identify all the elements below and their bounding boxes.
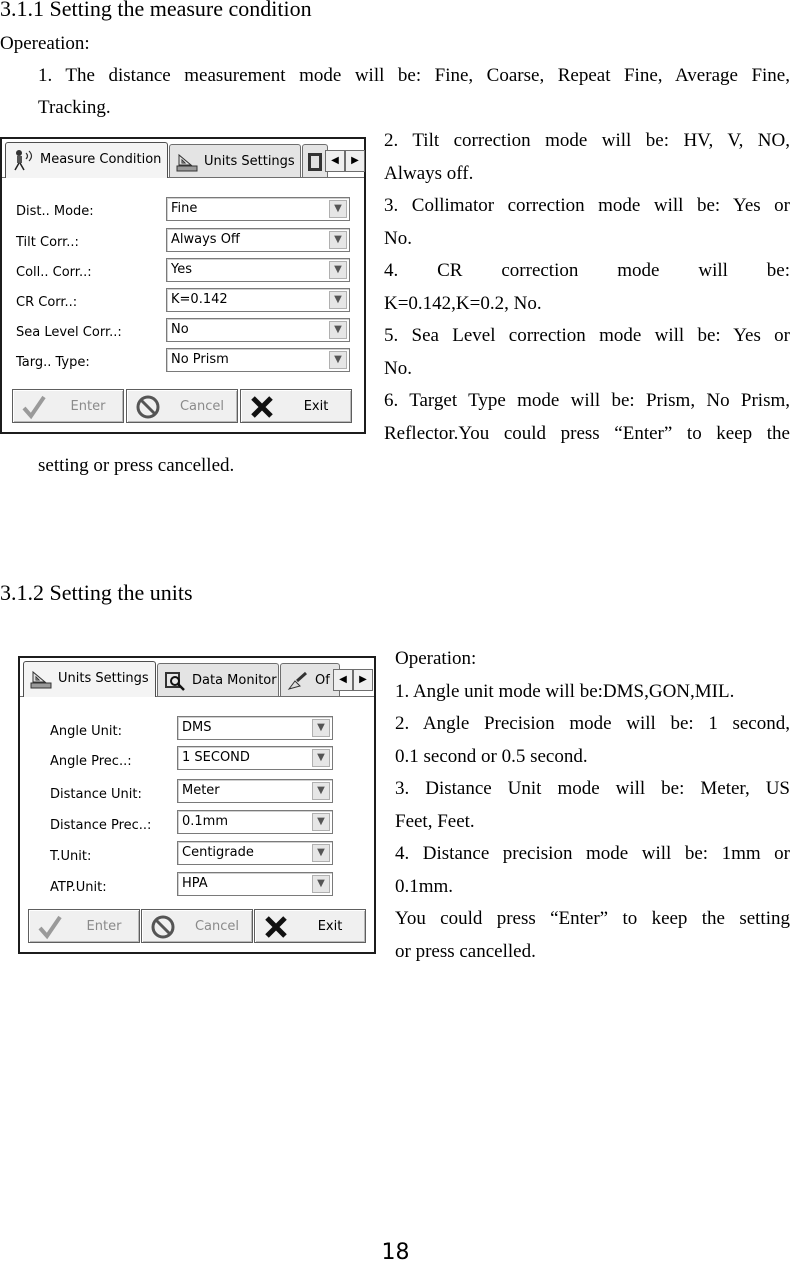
chevron-down-icon[interactable]: ▼ <box>312 875 330 893</box>
tab-units-settings[interactable] <box>169 144 301 178</box>
select-value: Meter <box>182 783 220 798</box>
tilt-corr-select[interactable] <box>166 228 350 252</box>
enter-button[interactable] <box>28 909 140 943</box>
tab-label: Data Monitor <box>192 673 277 688</box>
select-value: K=0.142 <box>171 292 228 307</box>
paragraph-line: 0.1mm. <box>395 875 454 897</box>
chevron-down-icon[interactable]: ▼ <box>312 844 330 862</box>
atp-unit-select[interactable] <box>177 872 333 896</box>
exit-button[interactable] <box>240 389 352 423</box>
scroll-right-button[interactable]: ▶ <box>345 150 365 172</box>
select-value: Yes <box>171 262 192 277</box>
button-label: Enter <box>70 399 106 414</box>
select-value: 1 SECOND <box>182 750 250 765</box>
paragraph-line: No. <box>384 357 412 379</box>
field-label: Tilt Corr..: <box>16 235 79 250</box>
page-number: 18 <box>381 1240 410 1265</box>
select-value: DMS <box>182 720 212 735</box>
select-value: No Prism <box>171 352 229 367</box>
side-text-units <box>395 643 790 968</box>
units-settings-screenshot <box>18 656 376 954</box>
exit-button[interactable] <box>254 909 366 943</box>
distance-unit-select[interactable] <box>177 779 333 803</box>
surveyor-icon <box>11 149 35 171</box>
field-label: Dist.. Mode: <box>16 204 94 219</box>
dist-mode-select[interactable] <box>166 197 350 221</box>
tab-label: Measure Condition <box>40 152 162 167</box>
paragraph-tail: setting or press cancelled. <box>38 455 235 476</box>
chevron-down-icon[interactable]: ▼ <box>312 749 330 767</box>
cancel-button[interactable] <box>126 389 238 423</box>
tab-strip <box>2 139 364 179</box>
close-icon <box>249 394 275 420</box>
field-row-atp-unit <box>20 872 374 902</box>
chevron-down-icon[interactable]: ▼ <box>329 231 347 249</box>
scroll-right-button[interactable]: ▶ <box>353 669 373 691</box>
button-label: Enter <box>86 919 122 934</box>
paragraph-line: 4. CR correction mode will be: <box>384 260 790 281</box>
paragraph-item-1 <box>38 60 790 93</box>
chevron-down-icon[interactable]: ▼ <box>329 200 347 218</box>
paragraph-item-1-cont: Tracking. <box>38 97 111 118</box>
tab-data-monitor[interactable] <box>157 663 279 697</box>
tab-partial[interactable] <box>280 663 340 697</box>
paragraph-line: Always off. <box>384 162 474 184</box>
tab-measure-condition[interactable] <box>5 142 168 178</box>
paragraph-line: Reflector.You could press “Enter” to keep the <box>384 422 790 444</box>
field-label: Targ.. Type: <box>16 355 90 370</box>
field-label: T.Unit: <box>50 849 92 864</box>
field-row-distance-prec <box>20 810 374 840</box>
paragraph-line: 1. The distance measurement mode will be: Fine, Coarse, Repeat Fine, Average Fine, <box>38 65 790 86</box>
field-row-coll-corr <box>2 258 364 288</box>
field-label: CR Corr..: <box>16 295 78 310</box>
tab-label: Units Settings <box>58 671 149 686</box>
field-label: Distance Unit: <box>50 787 142 802</box>
paragraph-line: You could press “Enter” to keep the setting <box>395 908 790 929</box>
paragraph-line: 4. Distance precision mode will be: 1mm or <box>395 843 790 864</box>
chevron-down-icon[interactable]: ▼ <box>329 291 347 309</box>
field-row-dist-mode <box>2 197 364 227</box>
button-label: Cancel <box>179 399 225 414</box>
angle-unit-select[interactable] <box>177 716 333 740</box>
measure-condition-screenshot <box>0 137 366 434</box>
select-value: 0.1mm <box>182 814 229 829</box>
button-label: Exit <box>303 399 329 414</box>
field-row-cr-corr <box>2 288 364 318</box>
select-value: HPA <box>182 876 208 891</box>
field-row-angle-unit <box>20 716 374 746</box>
button-label: Cancel <box>194 919 240 934</box>
field-row-tilt-corr <box>2 228 364 258</box>
t-unit-select[interactable] <box>177 841 333 865</box>
tab-units-settings[interactable] <box>23 661 156 697</box>
side-text-measure-condition <box>384 125 790 450</box>
chevron-down-icon[interactable]: ▼ <box>329 321 347 339</box>
chevron-down-icon[interactable]: ▼ <box>312 782 330 800</box>
distance-prec-select[interactable] <box>177 810 333 834</box>
field-row-t-unit <box>20 841 374 871</box>
select-value: No <box>171 322 189 337</box>
field-row-sea-level-corr <box>2 318 364 348</box>
section-heading-units: 3.1.2 Setting the units <box>0 580 193 605</box>
paragraph-line: Operation: <box>395 648 477 669</box>
select-value: Fine <box>171 201 198 216</box>
checkmark-icon <box>37 914 63 940</box>
paragraph-line: 5. Sea Level correction mode will be: Yes or <box>384 325 790 346</box>
paragraph-line: 1. Angle unit mode will be:DMS,GON,MIL. <box>395 680 735 702</box>
section-heading-measure-condition: 3.1.1 Setting the measure condition <box>0 0 312 21</box>
operation-label: Opereation: <box>0 33 90 54</box>
cancel-button[interactable] <box>141 909 253 943</box>
field-label: Coll.. Corr..: <box>16 265 92 280</box>
chevron-down-icon[interactable]: ▼ <box>329 261 347 279</box>
paragraph-line: No. <box>384 227 412 249</box>
sea-level-corr-select[interactable] <box>166 318 350 342</box>
brush-icon <box>286 670 310 692</box>
paragraph-line: Feet, Feet. <box>395 810 475 832</box>
prohibited-icon <box>150 914 176 940</box>
close-icon <box>263 914 289 940</box>
tab-label: Of <box>315 673 330 688</box>
field-label: Angle Unit: <box>50 724 122 739</box>
tab-scroll-arrows <box>325 150 365 172</box>
chevron-down-icon[interactable]: ▼ <box>312 813 330 831</box>
scroll-left-button[interactable]: ◀ <box>325 150 345 172</box>
paragraph-line: 3. Distance Unit mode will be: Meter, US <box>395 778 790 799</box>
checkmark-icon <box>21 394 47 420</box>
paragraph-line: 2. Tilt correction mode will be: HV, V, NO, <box>384 130 790 151</box>
magnifier-monitor-icon <box>163 670 187 692</box>
target-type-select[interactable] <box>166 348 350 372</box>
select-value: Always Off <box>171 232 240 247</box>
scroll-left-button[interactable]: ◀ <box>333 669 353 691</box>
enter-button[interactable] <box>12 389 124 423</box>
field-row-target-type <box>2 348 364 378</box>
tab-strip <box>20 658 374 698</box>
field-row-angle-prec <box>20 746 374 776</box>
paragraph-line: or press cancelled. <box>395 940 536 962</box>
cr-corr-select[interactable] <box>166 288 350 312</box>
ruler-icon <box>175 151 199 173</box>
select-value: Centigrade <box>182 845 254 860</box>
prohibited-icon <box>135 394 161 420</box>
chevron-down-icon[interactable]: ▼ <box>329 351 347 369</box>
field-row-distance-unit <box>20 779 374 809</box>
ruler-icon <box>29 668 53 690</box>
paragraph-line: 2. Angle Precision mode will be: 1 second, <box>395 713 790 734</box>
field-label: Angle Prec..: <box>50 754 132 769</box>
angle-prec-select[interactable] <box>177 746 333 770</box>
paragraph-line: 3. Collimator correction mode will be: Yes or <box>384 195 790 216</box>
coll-corr-select[interactable] <box>166 258 350 282</box>
button-label: Exit <box>317 919 343 934</box>
tab-label: Units Settings <box>204 154 295 169</box>
tab-scroll-arrows <box>333 669 373 691</box>
paragraph-line: K=0.142,K=0.2, No. <box>384 292 542 314</box>
field-label: Sea Level Corr..: <box>16 325 122 340</box>
field-label: ATP.Unit: <box>50 880 107 895</box>
field-label: Distance Prec..: <box>50 818 152 833</box>
chevron-down-icon[interactable]: ▼ <box>312 719 330 737</box>
paragraph-line: 6. Target Type mode will be: Prism, No Prism, <box>384 390 790 411</box>
paragraph-line: 0.1 second or 0.5 second. <box>395 745 588 767</box>
